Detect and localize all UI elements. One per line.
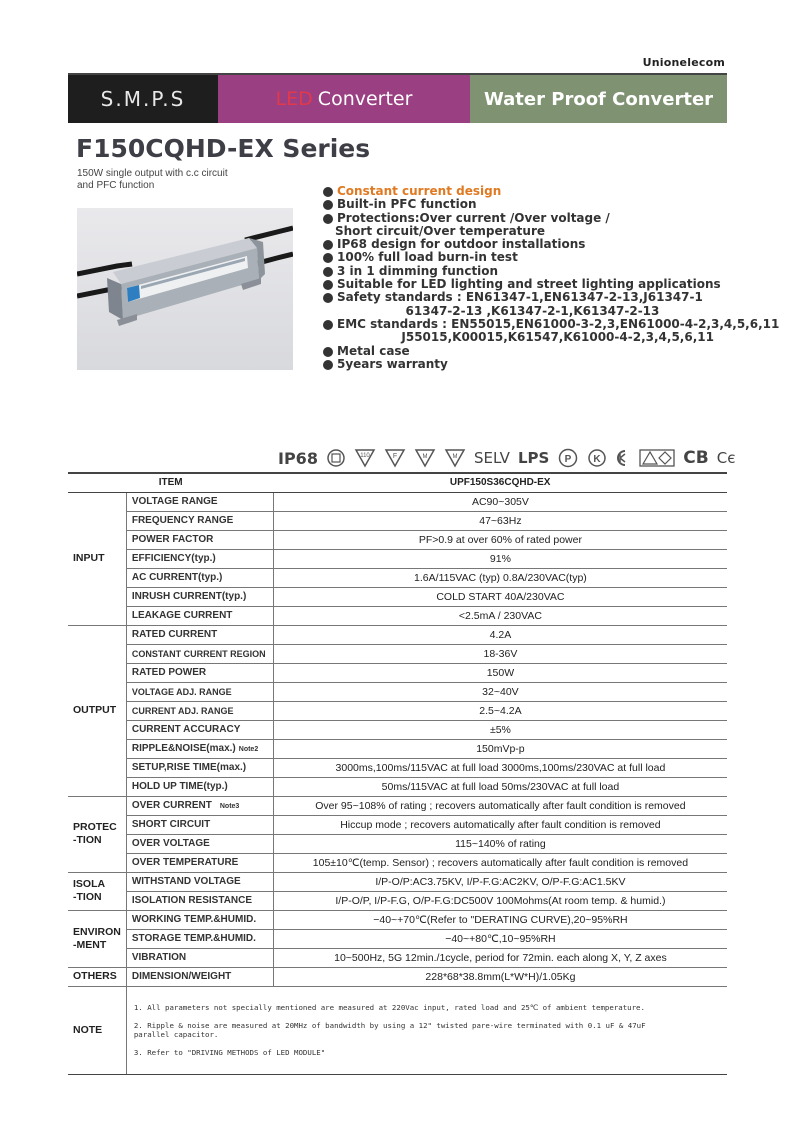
psc-mark-icon [557, 448, 579, 468]
table-row [68, 625, 727, 644]
row-value: AC90~305V [273, 492, 727, 511]
row-value: 115~140% of rating [273, 834, 727, 853]
row-value: 105±10℃(temp. Sensor) ; recovers automatically after fault condition is removed [273, 853, 727, 872]
row-label: POWER FACTOR [126, 530, 273, 549]
brand-name: Unionelecom [642, 56, 725, 69]
group-isolation-line2: -TION [73, 891, 102, 903]
notes-cell [126, 986, 727, 1074]
group-output: OUTPUT [68, 625, 126, 796]
group-isolation-line1: ISOLA [73, 878, 106, 890]
row-value: 2.5~4.2A [273, 701, 727, 720]
group-environment-line2: -MENT [73, 938, 107, 951]
note-item: 2. Ripple & noise are measured at 20MHz of bandwidth by using a 12" twisted pare-wire terminated with 0.1 uF & 47uF parallel capacitor. [133, 1021, 646, 1039]
class2-mark-icon [639, 448, 675, 468]
group-isolation [68, 872, 126, 910]
row-label: EFFICIENCY(typ.) [126, 549, 273, 568]
row-value: 150mVp-p [273, 739, 727, 758]
row-value: 3000ms,100ms/115VAC at full load 3000ms,100ms/230VAC at full load [273, 758, 727, 777]
feature-item: IP68 design for outdoor installations [322, 238, 752, 251]
feature-item: Suitable for LED lighting and street lighting applications [322, 278, 752, 291]
row-value: Over 95~108% of rating ; recovers automatically after fault condition is removed [273, 796, 727, 815]
row-label: AC CURRENT(typ.) [126, 568, 273, 587]
ce-mark: Cє [716, 449, 736, 467]
category-tabs [68, 73, 727, 123]
svg-text:K: K [593, 454, 601, 465]
feature-item-continued: 61347-2-13 ,K61347-2-1,K61347-2-13 [322, 303, 660, 318]
row-label: ISOLATION RESISTANCE [126, 891, 273, 910]
table-row [68, 663, 727, 682]
tab-led-converter[interactable] [218, 75, 470, 123]
notes-list [132, 1003, 722, 1057]
series-subtitle [77, 168, 277, 192]
table-row [68, 777, 727, 796]
table-row [68, 511, 727, 530]
group-protection-line1: PROTEC [73, 821, 117, 833]
row-value: I/P-O/P, I/P-F.G, O/P-F.G:DC500V 100Mohms(At room temp. & humid.) [273, 891, 727, 910]
table-row [68, 587, 727, 606]
table-row [68, 967, 727, 986]
svg-text:110: 110 [360, 453, 370, 459]
row-label: STORAGE TEMP.&HUMID. [126, 929, 273, 948]
feature-item: Built-in PFC function [322, 198, 752, 211]
feature-item: 100% full load burn-in test [322, 251, 752, 264]
group-note: NOTE [68, 986, 126, 1074]
tab-waterproof-label: Water Proof Converter [483, 88, 714, 110]
svg-text:F: F [392, 453, 398, 460]
row-label [126, 739, 273, 758]
row-label: WORKING TEMP.&HUMID. [126, 910, 273, 929]
svg-text:P: P [564, 454, 572, 465]
group-environment-line1: ENVIRON [73, 925, 121, 938]
tab-led-prefix: LED [275, 88, 313, 110]
mm-mark-icon [414, 448, 436, 468]
group-protection [68, 796, 126, 872]
lps-mark: LPS [517, 449, 550, 467]
row-value: −40~+70℃(Refer to "DERATING CURVE),20~95%RH [273, 910, 727, 929]
tab-waterproof-converter[interactable] [470, 75, 727, 123]
row-label: VOLTAGE RANGE [126, 492, 273, 511]
table-row [68, 796, 727, 815]
k-mark-icon [587, 448, 607, 468]
table-row [68, 834, 727, 853]
row-label: OVER VOLTAGE [126, 834, 273, 853]
model-header: UPF150S36CQHD-EX [273, 473, 727, 492]
table-row [68, 530, 727, 549]
feature-item: Safety standards : EN61347-1,EN61347-2-13,J61347-1 [322, 291, 752, 304]
table-row [68, 872, 727, 891]
tab-smps[interactable] [68, 75, 218, 123]
cb-mark: CB [683, 448, 709, 468]
table-row [68, 720, 727, 739]
row-value: 18-36V [273, 644, 727, 663]
product-photo [77, 208, 293, 370]
row-label: SHORT CIRCUIT [126, 815, 273, 834]
table-row [68, 701, 727, 720]
group-others: OTHERS [68, 967, 126, 986]
row-label: HOLD UP TIME(typ.) [126, 777, 273, 796]
row-label: CURRENT ADJ. RANGE [126, 701, 273, 720]
row-label: CONSTANT CURRENT REGION [126, 644, 273, 663]
feature-item: Protections:Over current /Over voltage / [322, 212, 752, 225]
table-row [68, 853, 727, 872]
group-protection-line2: -TION [73, 834, 102, 846]
table-row [68, 682, 727, 701]
table-row [68, 644, 727, 663]
row-value: <2.5mA / 230VAC [273, 606, 727, 625]
row-value: 10~500Hz, 5G 12min./1cycle, period for 72min. each along X, Y, Z axes [273, 948, 727, 967]
led-driver-image [77, 208, 293, 370]
f-mark-icon [384, 448, 406, 468]
tab-smps-label: S.M.P.S [100, 87, 186, 111]
feature-item: EMC standards : EN55015,EN61000-3-2,3,EN61000-4-2,3,4,5,6,11 [322, 318, 752, 331]
row-value: PF>0.9 at over 60% of rated power [273, 530, 727, 549]
row-value: 32~40V [273, 682, 727, 701]
note-item: 1. All parameters not specially mentioned are measured at 220Vac input, rated load and 25℃ of ambient temperature. [133, 1003, 645, 1012]
feature-item: Constant current design [322, 185, 752, 198]
enclosure-icon [326, 448, 346, 468]
row-value: Hiccup mode ; recovers automatically after fault condition is removed [273, 815, 727, 834]
feature-item-continued: J55015,K00015,K61547,K61000-4-2,3,4,5,6,11 [322, 330, 714, 345]
row-value: −40~+80℃,10~95%RH [273, 929, 727, 948]
series-title: F150CQHD-EX Series [76, 134, 371, 163]
table-row [68, 758, 727, 777]
row-label: INRUSH CURRENT(typ.) [126, 587, 273, 606]
note-ref: Note3 [219, 803, 240, 810]
row-label: SETUP,RISE TIME(max.) [126, 758, 273, 777]
table-header-row [68, 473, 727, 492]
row-value: 150W [273, 663, 727, 682]
table-row [68, 948, 727, 967]
item-header: ITEM [68, 473, 273, 492]
table-row [68, 492, 727, 511]
table-row [68, 815, 727, 834]
series-subtitle-line2: and PFC function [77, 180, 155, 191]
row-value: 4.2A [273, 625, 727, 644]
table-row [68, 568, 727, 587]
row-value: 50ms/115VAC at full load 50ms/230VAC at full load [273, 777, 727, 796]
table-row [68, 739, 727, 758]
svg-text:M: M [452, 454, 458, 460]
row-label: LEAKAGE CURRENT [126, 606, 273, 625]
feature-item: Metal case [322, 345, 752, 358]
row-value: I/P-O/P:AC3.75KV, I/P-F.G:AC2KV, O/P-F.G:AC1.5KV [273, 872, 727, 891]
selv-mark: SELV [473, 449, 510, 467]
group-input: INPUT [68, 492, 126, 625]
table-row-notes [68, 986, 727, 1074]
row-label-text: RIPPLE&NOISE(max.) [131, 743, 236, 754]
row-label: RATED POWER [126, 663, 273, 682]
row-value: 91% [273, 549, 727, 568]
row-value: 228*68*38.8mm(L*W*H)/1.05Kg [273, 967, 727, 986]
row-label: OVER TEMPERATURE [126, 853, 273, 872]
temperature-triangle-icon [354, 448, 376, 468]
note-item: 3. Refer to "DRIVING METHODS of LED MODULE" [133, 1048, 326, 1057]
ip68-mark: IP68 [278, 448, 318, 468]
row-value: 47~63Hz [273, 511, 727, 530]
tab-led-label: Converter [317, 88, 413, 110]
group-environment [68, 910, 126, 967]
table-row [68, 910, 727, 929]
row-label [126, 796, 273, 815]
svg-text:M: M [422, 454, 428, 460]
certification-marks [278, 446, 735, 470]
row-label-text: OVER CURRENT [131, 800, 212, 811]
row-label: WITHSTAND VOLTAGE [126, 872, 273, 891]
note-ref: Note2 [238, 746, 259, 753]
table-row [68, 549, 727, 568]
row-label: CURRENT ACCURACY [126, 720, 273, 739]
specification-table [68, 472, 727, 1075]
row-label: VOLTAGE ADJ. RANGE [126, 682, 273, 701]
kc-mark-icon [615, 448, 631, 468]
mm-mark-2-icon [444, 448, 466, 468]
row-label: VIBRATION [126, 948, 273, 967]
series-subtitle-line1: 150W single output with c.c circuit [77, 168, 228, 179]
row-value: ±5% [273, 720, 727, 739]
feature-item-continued: Short circuit/Over temperature [335, 223, 546, 238]
row-label: FREQUENCY RANGE [126, 511, 273, 530]
table-row [68, 891, 727, 910]
row-value: 1.6A/115VAC (typ) 0.8A/230VAC(typ) [273, 568, 727, 587]
row-label: DIMENSION/WEIGHT [126, 967, 273, 986]
feature-item: 3 in 1 dimming function [322, 265, 752, 278]
row-label: RATED CURRENT [126, 625, 273, 644]
feature-item: 5years warranty [322, 358, 752, 371]
table-row [68, 606, 727, 625]
row-value: COLD START 40A/230VAC [273, 587, 727, 606]
table-row [68, 929, 727, 948]
feature-list [322, 184, 780, 371]
